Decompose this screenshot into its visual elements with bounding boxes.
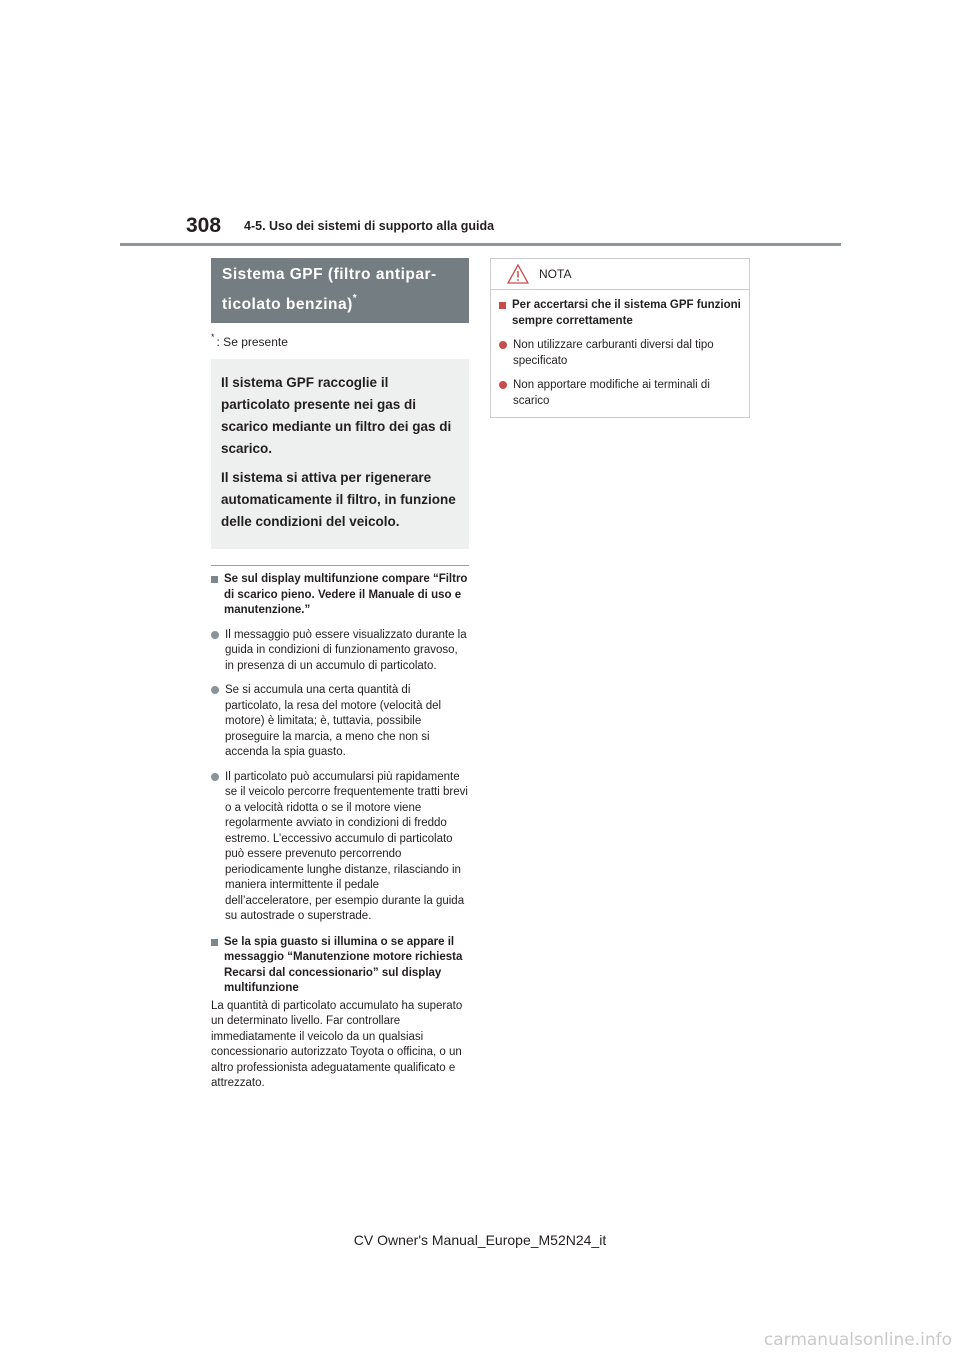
heading-line-2 — [222, 288, 458, 318]
summary-box — [211, 359, 469, 549]
heading-asterisk: * — [352, 293, 358, 304]
footnote-text: : Se presente — [216, 335, 288, 350]
heading-line-2-text: ticolato benzina) — [222, 296, 353, 314]
note-subheading-text: Per accertarsi che il sistema GPF funzioni sempre correttamente — [512, 299, 741, 327]
round-bullet-icon — [499, 381, 507, 389]
subheading-text: Se la spia guasto si illumina o se appare il messaggio “Manutenzione motore richiesta Recarsi dal concessionario” sul display multifunzione — [224, 935, 463, 995]
note-header — [491, 259, 749, 290]
body-paragraph: La quantità di particolato accumulato ha superato un determinato livello. Far controllare immediatamente il veicolo da un qualsiasi concessionario autorizzato Toyota o officina, o un altro professionista adeguatamente qualificato e attrezzato. — [211, 999, 463, 1090]
subheading-warning-light — [211, 935, 469, 997]
round-bullet-icon — [499, 341, 507, 349]
list-item — [211, 628, 469, 675]
round-bullet-icon — [211, 773, 219, 781]
note-subheading — [499, 298, 741, 329]
square-bullet-icon — [211, 939, 218, 946]
summary-paragraph-2: Il sistema si attiva per rigenerare automaticamente il filtro, in funzione delle condizioni del veicolo. — [221, 470, 456, 530]
list-item — [211, 770, 469, 925]
note-label: NOTA — [539, 267, 572, 281]
note-list-item — [499, 378, 741, 409]
list-item-text: Se si accumula una certa quantità di particolato, la resa del motore (velocità del motore) è limitata; è, tuttavia, possibile proseguire la marcia, a meno che non si accenda la spia guasto. — [225, 684, 442, 759]
note-list-item-text: Non utilizzare carburanti diversi dal tipo specificato — [513, 339, 714, 367]
list-item-text: Il particolato può accumularsi più rapidamente se il veicolo percorre frequentemente tratti brevi o a velocità ridotta o se il motore viene regolarmente avviato in condizioni di freddo estremo. L’eccessivo accumulo di particolato può essere prevenuto percorrendo periodicamente lunghe distanze, rilasciando in maniera intermittente il pedale dell’acceleratore, per esempio durante la guida su autostrade o superstrade. — [225, 770, 468, 923]
note-list-item — [499, 338, 741, 369]
list-item — [211, 683, 469, 761]
right-column — [490, 258, 750, 418]
left-column — [211, 258, 469, 1092]
warning-triangle-icon — [507, 264, 529, 284]
footer-manual-name: CV Owner's Manual_Europe_M52N24_it — [353, 1232, 607, 1248]
round-bullet-icon — [211, 686, 219, 694]
footnote — [211, 332, 469, 350]
square-bullet-icon — [211, 576, 218, 583]
watermark: carmanualsonline.info — [763, 1330, 952, 1350]
subheading-filter-full — [211, 572, 469, 619]
square-bullet-icon — [499, 302, 506, 309]
round-bullet-icon — [211, 631, 219, 639]
note-box — [490, 258, 750, 418]
note-list-item-text: Non apportare modifiche ai terminali di scarico — [513, 379, 710, 407]
section-heading-band — [211, 258, 469, 323]
section-title: 4-5. Uso dei sistemi di supporto alla guida — [244, 219, 495, 233]
page-number: 308 — [186, 214, 222, 237]
header-rule — [120, 243, 841, 246]
section-divider — [211, 565, 469, 566]
footnote-asterisk: * — [211, 332, 215, 343]
subheading-text: Se sul display multifunzione compare “Filtro di scarico pieno. Vedere il Manuale di uso e manutenzione.” — [224, 573, 468, 617]
summary-paragraph-1: Il sistema GPF raccoglie il particolato presente nei gas di scarico mediante un filtro dei gas di scarico. — [221, 375, 452, 457]
heading-line-1: Sistema GPF (filtro antipar- — [222, 266, 437, 283]
note-body — [491, 290, 749, 417]
list-item-text: Il messaggio può essere visualizzato durante la guida in condizioni di funzionamento gravoso, in presenza di un accumulo di particolato. — [225, 628, 467, 672]
